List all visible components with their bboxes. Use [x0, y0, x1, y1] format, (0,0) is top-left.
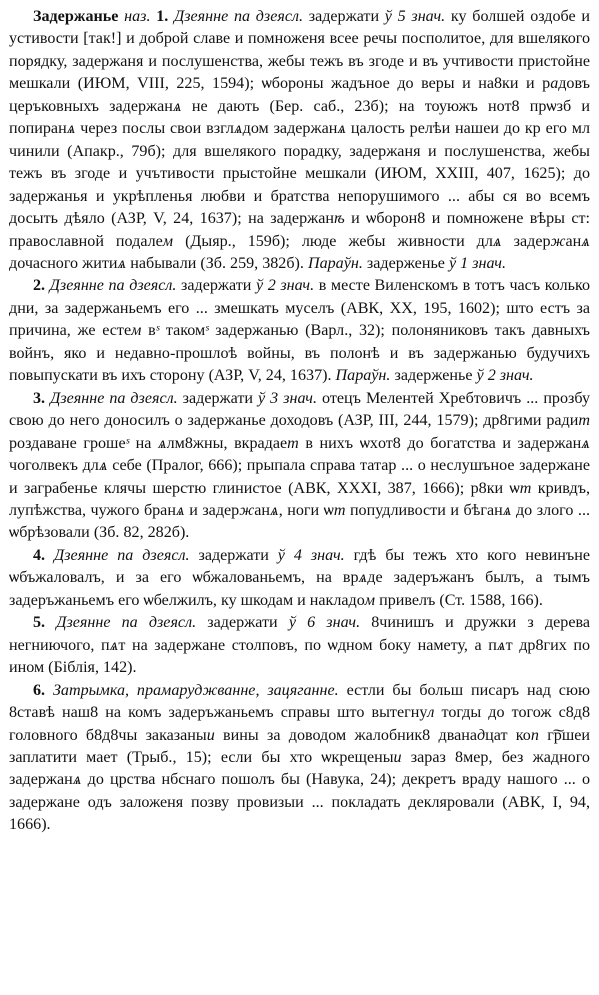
italic-text: ѧ [581, 434, 590, 452]
italic-text: ў 1 знач. [448, 254, 506, 272]
text-segment: 8чинишъ и дружки з дерева негниючого, п [9, 614, 590, 654]
italic-text: ѧ [175, 501, 185, 519]
grammar-label: наз. [124, 8, 151, 25]
italic-text: ѧ [172, 97, 182, 115]
text-segment: де задеръжанъ былъ, а тымъ задеръжаньемъ его ѡбелжилъ, ку шкодам и накладо [9, 569, 591, 609]
text-segment: задерженье [362, 254, 449, 272]
italic-text: т [333, 501, 346, 519]
italic-text: ѣ [334, 210, 345, 228]
text-segment: ан [254, 501, 270, 519]
text-segment: на [129, 434, 158, 452]
italic-text: Дзеянне па дзеясл. [49, 277, 177, 295]
text-segment: дочасного жити [9, 254, 118, 272]
text-segment: через послы свои взгл [75, 120, 234, 138]
sense-number: 5. [33, 614, 46, 632]
text-segment: в [141, 322, 156, 340]
text-segment: естли бы больш писаръ над сюю 8ставѣ наш8 на комъ задеръжаньемъ справы што вытегну [9, 681, 590, 722]
italic-text: ѧ [72, 771, 82, 789]
sense-5 [9, 612, 590, 679]
italic-text: ў 6 знач. [288, 614, 361, 632]
italic-text: ѧ [492, 232, 502, 250]
italic-text: ѧ [502, 501, 512, 519]
italic-text: ж [239, 501, 255, 519]
italic-text: ѧ [496, 636, 506, 654]
italic-text: л [427, 704, 435, 722]
italic-text: ѧ [98, 457, 108, 475]
text-segment: цалость релѣи нашеи до кр его мл чинили (Апакр., 79б); для вшелякого порадку, задержаня и послушенства, жебы тежъ въ згоде и учътивости прыстойне мешкали (ИЮМ, XXIII, 407, 1625); до задержанья и укрѣпленья любви и братства непорушимого ... абы ся во всемъ досыть дѣяло (АЗР, V, 24, 1637); на задержан [9, 120, 591, 228]
text-segment: г͠ршеи заплатити мает (Трыб., 15); если бы хто ѡкрещены [9, 726, 590, 766]
italic-text: Дзеянне па дзеясл. [50, 389, 178, 407]
italic-text: ў 4 знач. [277, 546, 345, 564]
text-segment: ан [565, 232, 582, 250]
text-segment: роздаване гроше [9, 434, 126, 452]
italic-text: ѧ [66, 120, 76, 138]
text-segment: до злого ... ѡбрѣзовали (Зб. 82, 282б). [9, 501, 590, 542]
sense-2 [9, 275, 590, 387]
sense-text [9, 547, 590, 609]
italic-text: ѧ [269, 501, 279, 519]
headword: Задержанье [33, 8, 119, 25]
text-segment: и задер [184, 501, 240, 519]
sense-number: 3. [33, 389, 46, 407]
italic-text: ѧ [581, 232, 591, 250]
sense-text [9, 8, 590, 272]
italic-text: Дзеянне па дзеясл. [56, 614, 197, 632]
text-segment: в месте Виленскомъ в тотъ часъ колько дни, за задержаньемъ его ... змешкать муселъ (АВК, XX, 195, 1602); што естъ за причина, же есте [9, 277, 590, 340]
text-segment: (Дыяр., 159б); люде жебы живности дл [173, 232, 493, 250]
italic-text: ѧ [233, 120, 243, 138]
italic-text: ˢ [125, 434, 129, 452]
text-segment: отецъ Мелентей Хребтовичъ ... прозбу свою до него доносилъ о задержанье доходовъ (АЗР, III, 244, 1579); др8гими ради [9, 389, 591, 430]
text-segment: и ѡборон8 и помножене вѣры ст: православной подале [9, 210, 591, 250]
text-segment: задержати [196, 614, 289, 632]
italic-text: и [393, 748, 402, 766]
text-segment: задержати [177, 389, 259, 407]
sense-6 [9, 680, 590, 837]
text-segment: набывали (Зб. 259, 382б). [126, 254, 308, 272]
sense-4 [9, 545, 590, 612]
text-segment: зараз 8мер, без жадного задержан [9, 748, 590, 789]
text-segment: задержати [303, 8, 385, 25]
italic-text: м [162, 232, 174, 250]
text-segment: таком [159, 322, 206, 340]
italic-text: и [206, 726, 215, 744]
sense-text [9, 614, 590, 676]
text-segment: довъ церъковныхъ задержан [9, 75, 590, 115]
italic-text: Дзеянне па дзеясл. [174, 8, 303, 25]
sense-text [9, 682, 590, 834]
text-segment: кривдъ, лупѣжства, чужого бран [9, 479, 590, 519]
text-segment: тогды до тогож с8д8 головного б8д8чы заказаны [9, 704, 590, 744]
sense-text [9, 390, 590, 542]
italic-text: ѧ [337, 120, 347, 138]
text-segment: попудливости и бѣган [345, 501, 503, 519]
italic-text: м [131, 322, 142, 340]
italic-text: п [530, 726, 539, 744]
italic-text: ˢ [205, 322, 209, 340]
text-segment: задержанью (Варл., 32); полоняниковъ такъ давныхъ войнъ, яко и недавно-прошлоѣ войны, въ полонѣ и въ задержанью будучихъ повыпускати въ ихъ сторону (АЗР, V, 24, 1637). [9, 322, 590, 385]
italic-text: ˢ [155, 322, 160, 340]
sense-number: 2. [33, 277, 46, 295]
sense-text [9, 277, 590, 384]
italic-text: м [364, 591, 376, 609]
text-segment: лм8жны, вкрадае [166, 434, 288, 452]
text-segment: ку болшей оздобе и устивости [так!] и доброй славе и помноженя всее речы посполитое, для вшелякого порядку, задержаня и послушенства, жебы тежъ въ згоде и въ учтивости пристойне мешкали (ИЮМ, VIII, 225, 1594); ѡбороны жадъное до веры и на8ки и р [9, 8, 590, 93]
italic-text: ў 5 знач. [384, 8, 446, 25]
sense-number: 6. [33, 681, 46, 699]
italic-text: ѧ [157, 434, 167, 452]
text-segment: т на задержане столповъ, по ѡдном боку намету, а п [118, 636, 497, 654]
text-segment: задер [501, 232, 551, 250]
text-segment: цат ко [485, 726, 531, 744]
italic-text: ў 2 знач. [255, 277, 315, 295]
italic-text: т [287, 434, 299, 452]
italic-text: д [476, 726, 486, 744]
text-segment: не дають (Бер. саб., 23б); на тоуюжъ нот8 прѡзб и попиран [9, 97, 590, 138]
text-segment: задержати [189, 546, 278, 564]
text-segment: задерженье [390, 367, 477, 385]
italic-text: т [578, 412, 590, 430]
text-segment: в ниxъ ѡxот8 до богатства и задержан [298, 434, 582, 452]
text-segment: вины за доводом жалобник8 двана [214, 726, 477, 744]
text-segment: дом задержан [242, 120, 338, 138]
text-segment: , ноги ѡ [278, 501, 334, 519]
italic-text: ж [550, 232, 566, 250]
italic-text: Параўн. [307, 254, 363, 272]
dictionary-entry [9, 6, 590, 837]
italic-text: ѧ [117, 254, 127, 272]
sense-3 [9, 388, 590, 545]
italic-text: ў 2 знач. [476, 367, 534, 385]
text-segment: т др8гих по ином (Біблія, 142). [9, 636, 590, 677]
italic-text: ѧ [358, 569, 368, 587]
text-segment: себе (Пралог, 666); прыпала справа татар ... о неслушъное задержане и заграбенье клячы шерстю глинистое (АВК, XXXI, 387, 1666); р8ки ѡ [9, 457, 590, 497]
italic-text: т [519, 479, 532, 497]
text-segment: привелъ (Ст. 1588, 166). [375, 591, 543, 609]
text-segment: до црства нбснаго пошолъ бы (Навука, 24); декретъ враду нашого ... о задержане одъ заложеня позву провизыи ... покладать декляровали (АВК, I, 94, 1666). [9, 771, 590, 834]
italic-text: а [550, 75, 559, 93]
italic-text: ў 3 знач. [258, 389, 318, 407]
text-segment: чоголвекъ дл [9, 457, 99, 475]
text-segment: задержати [176, 277, 256, 295]
italic-text: Затрымка, прамаруджванне, зацяганне. [52, 681, 339, 699]
sense-1 [9, 6, 590, 275]
italic-text: Параўн. [335, 367, 391, 385]
sense-number: 1. [156, 8, 169, 25]
italic-text: Дзеянне па дзеясл. [54, 546, 190, 564]
italic-text: ѧ [109, 636, 119, 654]
sense-number: 4. [33, 546, 46, 564]
text-segment: гдѣ бы тежъ хто кого невинъне ѡбъжаловалъ, и за его ѡбжалованьемъ, на вр [9, 546, 590, 587]
